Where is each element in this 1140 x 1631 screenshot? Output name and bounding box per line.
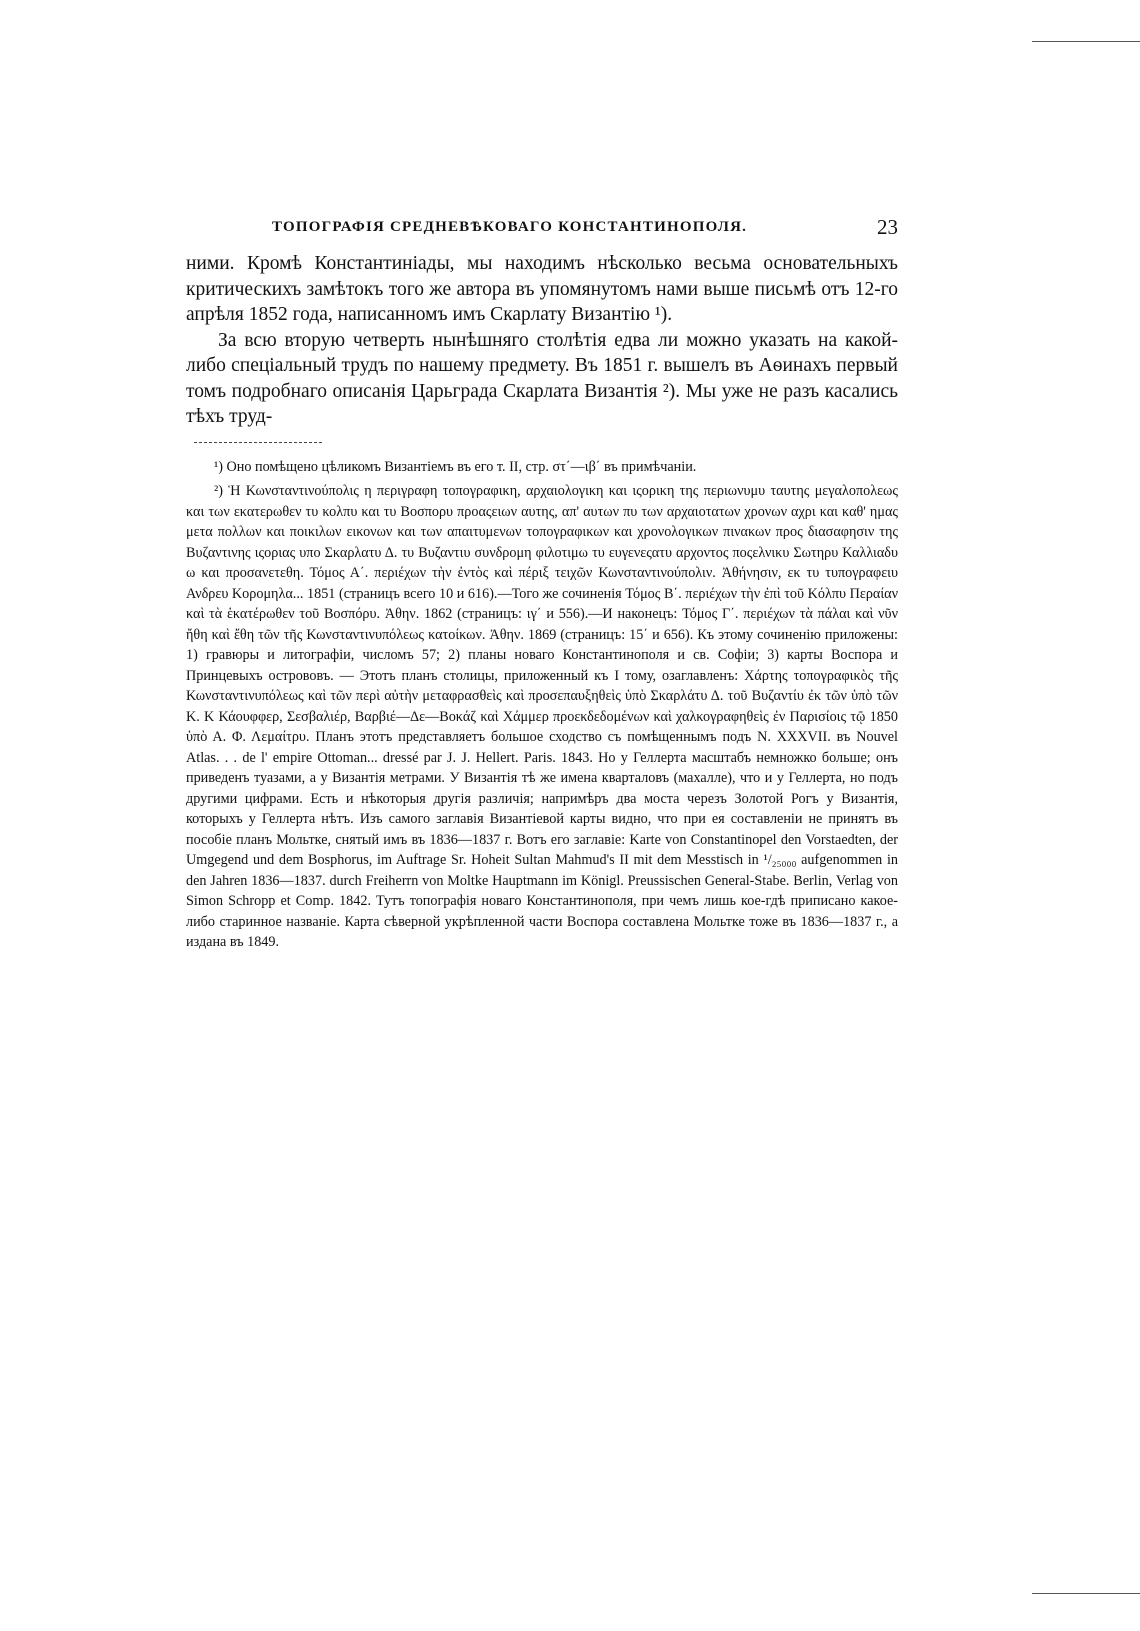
body-paragraph: За всю вторую четверть нынѣшняго столѣтія едва ли можно указать на какой-либо спеціальный трудъ по нашему предмету. Въ 1851 г. вышелъ въ Аѳинахъ первый томъ подробнаго описанія Царьграда Скарлата Византія ²). Мы уже не разъ касались тѣхъ труд- (186, 329, 898, 427)
footnote-divider (194, 442, 322, 443)
main-text (186, 251, 898, 430)
footnote-1: ¹) Оно помѣщено цѣликомъ Византіемъ въ его т. II, стр. στ΄—ιβ΄ въ примѣчаніи. (214, 458, 697, 475)
footnote-2: ²) Ἡ Κωνσταντινούπολις η περιγραφη τοπογραφικη, αρχαιολογικη και ιςορικη της περιωνυμυ ταυτης μεγαλοπολεως και των εκατερωθεν τυ κολπυ και τυ Βοσπορυ προαςειων αυτης, απ' αυτων πυ των αρχαιοτατων χρονων αχρι και καθ' ημας μετα πολλων και ποικιλων εικονων και των απαιτυμενων τοπογραφικων και χρονολογικων πινακων προς διασαφησιν της Βυζαντινης ιςοριας υπο Σκαρλατυ Δ. τυ Βυζαντιυ συνδρομη φιλοτιμω τυ ευγενεςατυ αρχοντος ποςελνικυ Σωτηρυ Καλλιαδυ ω και προσανετεθη. Τόμος Α΄. περιέχων τὴν ἐντὸς καὶ πέριξ τειχῶν Κωνσταντινούπολιν. Ἀθήνησιν, εκ τυ τυπογραφειυ Ανδρευ Κορομηλα... 1851 (страницъ всего 10 и 616).—Того же сочиненія Τόμος Β΄. περιέχων τὴν ἐπὶ τοῦ Κόλπυ Περαίαν καὶ τὰ ἑκατέρωθεν τοῦ Βοσπόρυ. Ἀθην. 1862 (страницъ: ιγ΄ и 556).—И наконецъ: Τόμος Γ΄. περιέχων τὰ πάλαι καὶ νῦν ἤθη καὶ ἔθη τῶν τῆς Κωνσταντινυπόλεως κατοίκων. Ἀθην. 1869 (страницъ: 15΄ и 656). Къ этому сочиненію приложены: 1) гравюры и литографіи, числомъ 57; 2) планы новаго Константинополя и св. Софіи; 3) карты Воспора и Принцевыхъ острововъ. — Этотъ планъ столицы, приложенный къ I тому, озаглавленъ: Χάρτης τοπογραφικὸς τῆς Κωνσταντινυπόλεως καὶ τῶν περὶ αὐτὴν μεταφρασθεὶς καὶ προσεπαυξηθεὶς ὑπὸ Σκαρλάτυ Δ. τοῦ Βυζαντίυ ἐκ τῶν ὑπὸ τῶν Κ. Κ Κάουφφερ, Σεσβαλιέρ, Βαρβιέ—Δε—Βοκάζ καὶ Χάμμερ προεκδεδομένων καὶ χαλκογραφηθεὶς ἐν Παρισίοις τῷ 1850 ὑπὸ Α. Φ. Λεμαίτρυ. Планъ этотъ представляетъ большое сходство съ помѣщеннымъ подъ N. XXXVII. въ Nouvel Atlas. . . de l' empire Ottoman... dressé par J. J. Hellert. Paris. 1843. Но у Геллерта масштабъ немножко больше; онъ приведенъ туазами, а у Византія метрами. У Византія тѣ же имена кварталовъ (махалле), что и у Геллерта, но подъ другими цифрами. Есть и нѣкоторыя другія различія; напримѣръ два моста черезъ Золотой Рогъ у Византія, которыхъ у Геллерта нѣтъ. Изъ самого заглавія Византіевой карты видно, что при ея составленіи не принятъ въ пособіе планъ Мольтке, снятый имъ въ 1836—1837 г. Вотъ его заглавіе: Karte von Constantinopel den Vorstaedten, der Umgegend und dem Bosphorus, im Auftrage Sr. Hoheit Sultan Mahmud's II mit dem Messtisch in ¹/₂₅₀₀₀ aufgenommen in den Jahren 1836—1837. durch Freiherrn von Moltke Hauptmann im Königl. Preussischen General-Stabe. Berlin, Verlag von Simon Schropp et Comp. 1842. Тутъ топографія новаго Константинополя, при чемъ лишь кое-гдѣ приписано какое-либо старинное названіе. Карта сѣверной укрѣпленной части Воспора составлена Мольтке тоже въ 1836—1837 г., а издана въ 1849. (186, 483, 898, 950)
book-page (186, 215, 898, 957)
scan-edge-rule-bottom (1032, 1593, 1140, 1594)
page-header (186, 215, 898, 251)
page-number: 23 (877, 215, 898, 239)
scan-edge-rule-top (1032, 41, 1140, 42)
footnotes (186, 457, 898, 953)
running-title: ТОПОГРАФІЯ СРЕДНЕВѢКОВАГО КОНСТАНТИНОПОЛЯ. (272, 219, 748, 235)
body-paragraph: ними. Кромѣ Константиніады, мы находимъ нѣсколько весьма основательныхъ критическихъ замѣтокъ того же автора въ упомянутомъ нами выше письмѣ отъ 12-го апрѣля 1852 года, написанномъ имъ Скарлату Византію ¹). (186, 253, 898, 325)
